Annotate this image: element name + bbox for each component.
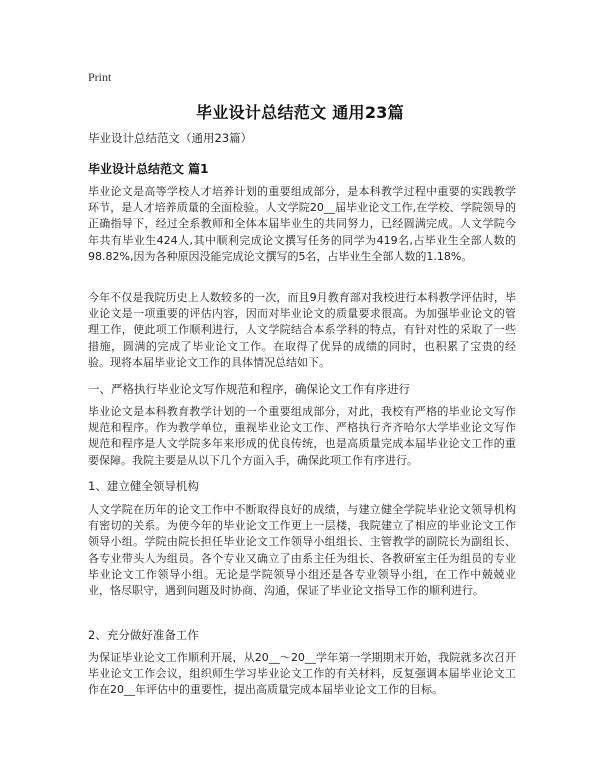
paragraph-4: 人文学院在历年的论文工作中不断取得良好的成绩，与建立健全学院毕业论文领导机构有密切的关系。为使今年的毕业论文工作更上一层楼，我院建立了相应的毕业论文工作领导小组。学院由院长担任毕业论文工作领导小组组长、主管教学的副院长为副组长、各专业带头人为组员。各个专业又确立了由系主任为组长、各教研室主任为组员的专业毕业论文工作领导小组。无论是学院领导小组还是各专业领导小组，在工作中兢兢业业，恪尽职守，遇到问题及时协商、沟通，保证了毕业论文指导工作的顺利进行。 — [88, 503, 516, 598]
print-label: Print — [88, 70, 112, 84]
document-subtitle: 毕业设计总结范文（通用23篇） — [88, 131, 253, 145]
paragraph-3: 毕业论文是本科教育教学计划的一个重要组成部分，对此，我校有严格的毕业论文写作规范和程序。作为教学单位，重视毕业论文工作、严格执行齐齐哈尔大学毕业论文写作规范和程序是人文学院多年来形成的优良传统，也是高质量完成本届毕业论文工作的重要保障。我院主要是从以下几个方面入手，确保此项工作有序进行。 — [88, 405, 516, 467]
heading-1: 一、严格执行毕业论文写作规范和程序，确保论文工作有序进行 — [88, 382, 410, 396]
paragraph-2: 今年不仅是我院历史上人数较多的一次，而且9月教育部对我校进行本科教学评估时，毕业论文是一项重要的评估内容，因而对毕业论文的质量要求很高。为加强毕业论文的管理工作，使此项工作顺利进行，人文学院结合本系学科的特点，有针对性的采取了一些措施，圆满的完成了毕业论文工作。在取得了优异的成绩的同时，也积累了宝贵的经验。现将本届毕业论文工作的具体情况总结如下。 — [88, 291, 516, 369]
section-title: 毕业设计总结范文 篇1 — [88, 162, 209, 176]
heading-2: 1、建立健全领导机构 — [88, 479, 199, 493]
heading-3: 2、充分做好准备工作 — [88, 628, 199, 642]
paragraph-5: 为保证毕业论文工作顺利开展，从20__～20__学年第一学期期末开始，我院就多次召开毕业论文工作会议，组织师生学习毕业论文工作的有关材料，反复强调本届毕业论文工作在20__年评估中的重要性，提出高质量完成本届毕业论文工作的目标。 — [88, 651, 516, 697]
paragraph-1: 毕业论文是高等学校人才培养计划的重要组成部分，是本科教学过程中重要的实践教学环节，是人才培养质量的全面检验。人文学院20__届毕业论文工作,在学校、学院领导的正确指导下，经过全系教师和全体本届毕业生的共同努力，已经圆满完成。人文学院今年共有毕业生424人,其中顺利完成论文撰写任务的同学为419名,占毕业生全部人数的98.82%,因为各种原因没能完成论文撰写的5名，占毕业生全部人数的1.18%。 — [88, 185, 516, 263]
document-title: 毕业设计总结范文 通用23篇 — [195, 103, 405, 122]
